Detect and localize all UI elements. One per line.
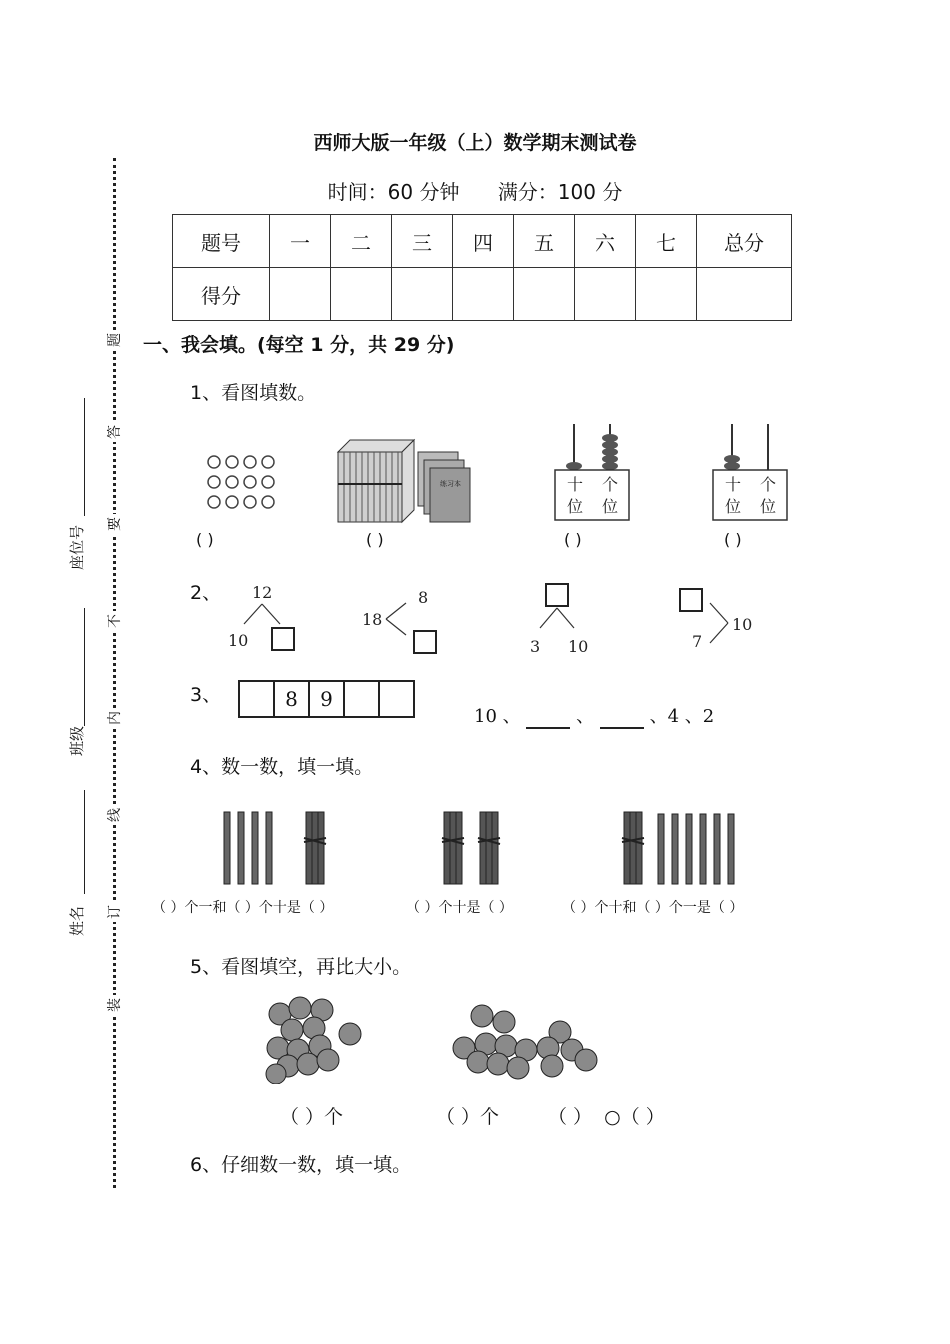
score-header: 三 xyxy=(392,215,453,268)
section-heading: 一、我会填。(每空 1 分，共 29 分) xyxy=(143,334,455,356)
tree-number: 10 xyxy=(228,631,249,650)
q4-caption-1[interactable]: （ ）个一和（ ）个十是（ ） xyxy=(152,900,334,916)
sequence-box[interactable] xyxy=(343,680,380,718)
score-cell[interactable] xyxy=(514,268,575,321)
score-header: 五 xyxy=(514,215,575,268)
sequence-box: 8 xyxy=(273,680,310,718)
q5-caption-2[interactable]: （ ）个 xyxy=(436,1106,500,1128)
score-cell[interactable] xyxy=(270,268,331,321)
answer-blank[interactable]: ( ) xyxy=(564,530,582,549)
tree-number: 12 xyxy=(252,583,273,602)
score-cell[interactable] xyxy=(575,268,636,321)
binding-char: 装 xyxy=(104,995,124,1015)
score-header: 二 xyxy=(331,215,392,268)
answer-blank[interactable]: ( ) xyxy=(196,530,214,549)
answer-box[interactable] xyxy=(414,631,436,653)
separator: 、 xyxy=(502,706,521,727)
q4-label: 4、数一数，填一填。 xyxy=(190,756,374,778)
place-label: 位 xyxy=(602,497,619,516)
full-score-label: 满分：100 分 xyxy=(497,180,623,204)
sequence-box[interactable] xyxy=(238,680,275,718)
seat-number-blank[interactable] xyxy=(84,398,85,516)
q4-caption-3[interactable]: （ ）个十和（ ）个一是（ ） xyxy=(562,900,744,916)
score-table xyxy=(172,214,792,321)
tree-number: 8 xyxy=(418,588,429,607)
apples-group-1 xyxy=(262,992,368,1084)
binding-char: 要 xyxy=(104,514,124,534)
tree-number: 10 xyxy=(732,615,753,634)
tree-number: 7 xyxy=(692,632,703,651)
sequence-number: 10 xyxy=(474,706,497,727)
q3-label: 3、 xyxy=(190,684,222,706)
split-tree-1 xyxy=(222,580,312,660)
tens-label: 十 xyxy=(567,475,584,494)
number-sequence-boxes xyxy=(238,680,415,718)
place-label: 位 xyxy=(760,497,777,516)
sticks-figure-1 xyxy=(220,808,330,886)
answer-box[interactable] xyxy=(272,628,294,650)
class-label: 班级 xyxy=(68,725,86,756)
score-cell[interactable] xyxy=(697,268,792,321)
answer-blank[interactable]: ( ) xyxy=(366,530,384,549)
score-header: 总分 xyxy=(697,215,792,268)
answer-blank[interactable]: ( ) xyxy=(724,530,742,549)
binding-char: 题 xyxy=(104,330,124,350)
sequence-number: 、4 xyxy=(649,706,680,727)
circles-figure xyxy=(200,452,284,512)
page-title: 西师大版一年级（上）数学期末测试卷 xyxy=(313,132,637,154)
score-cell[interactable] xyxy=(636,268,697,321)
split-tree-2 xyxy=(360,585,450,660)
tree-number: 3 xyxy=(530,637,541,656)
binding-char: 不 xyxy=(104,611,124,631)
name-blank[interactable] xyxy=(84,790,85,894)
q5-compare[interactable]: （ ） ○（ ） xyxy=(548,1106,665,1128)
tens-label: 十 xyxy=(725,475,742,494)
binding-char: 线 xyxy=(104,805,124,825)
binding-char: 内 xyxy=(104,708,124,728)
score-header: 六 xyxy=(575,215,636,268)
seat-number-label: 座位号 xyxy=(68,524,86,570)
separator: 、 xyxy=(576,706,595,727)
binding-char: 订 xyxy=(104,902,124,922)
tree-number: 18 xyxy=(362,610,383,629)
sequence-box[interactable] xyxy=(378,680,415,718)
score-cell[interactable] xyxy=(453,268,514,321)
split-tree-3 xyxy=(526,580,596,660)
books-figure xyxy=(334,438,476,526)
answer-box[interactable] xyxy=(680,589,702,611)
score-header: 题号 xyxy=(173,215,270,268)
tree-number: 10 xyxy=(568,637,589,656)
binding-dotted-line xyxy=(113,158,116,1188)
countdown-sequence xyxy=(474,702,714,729)
abacus-two xyxy=(710,420,790,522)
book-cover-label: 练习本 xyxy=(440,480,461,488)
score-header: 四 xyxy=(453,215,514,268)
sequence-blank[interactable] xyxy=(600,706,644,729)
ones-label: 个 xyxy=(602,475,619,494)
sticks-figure-3 xyxy=(620,808,750,886)
score-cell[interactable] xyxy=(392,268,453,321)
apples-group-2 xyxy=(448,998,602,1084)
q2-label: 2、 xyxy=(190,582,222,604)
q5-caption-1[interactable]: （ ）个 xyxy=(280,1106,344,1128)
split-tree-4 xyxy=(676,585,766,655)
answer-box[interactable] xyxy=(546,584,568,606)
score-cell[interactable] xyxy=(331,268,392,321)
score-header: 一 xyxy=(270,215,331,268)
abacus-one xyxy=(552,420,632,522)
ones-label: 个 xyxy=(760,475,777,494)
q1-label: 1、看图填数。 xyxy=(190,382,317,404)
sticks-figure-2 xyxy=(440,808,510,886)
place-label: 位 xyxy=(567,497,584,516)
place-label: 位 xyxy=(725,497,742,516)
q4-caption-2[interactable]: （ ）个十是（ ） xyxy=(406,900,513,916)
sequence-number: 、2 xyxy=(684,706,715,727)
class-blank[interactable] xyxy=(84,608,85,726)
score-header: 七 xyxy=(636,215,697,268)
name-label: 姓名 xyxy=(68,905,86,936)
sequence-box: 9 xyxy=(308,680,345,718)
exam-info xyxy=(0,176,950,205)
binding-char: 答 xyxy=(104,422,124,442)
sequence-blank[interactable] xyxy=(526,706,570,729)
score-row-label: 得分 xyxy=(173,268,270,321)
time-label: 时间：60 分钟 xyxy=(327,180,460,204)
q5-label: 5、看图填空，再比大小。 xyxy=(190,956,412,978)
q6-label: 6、仔细数一数，填一填。 xyxy=(190,1154,412,1176)
